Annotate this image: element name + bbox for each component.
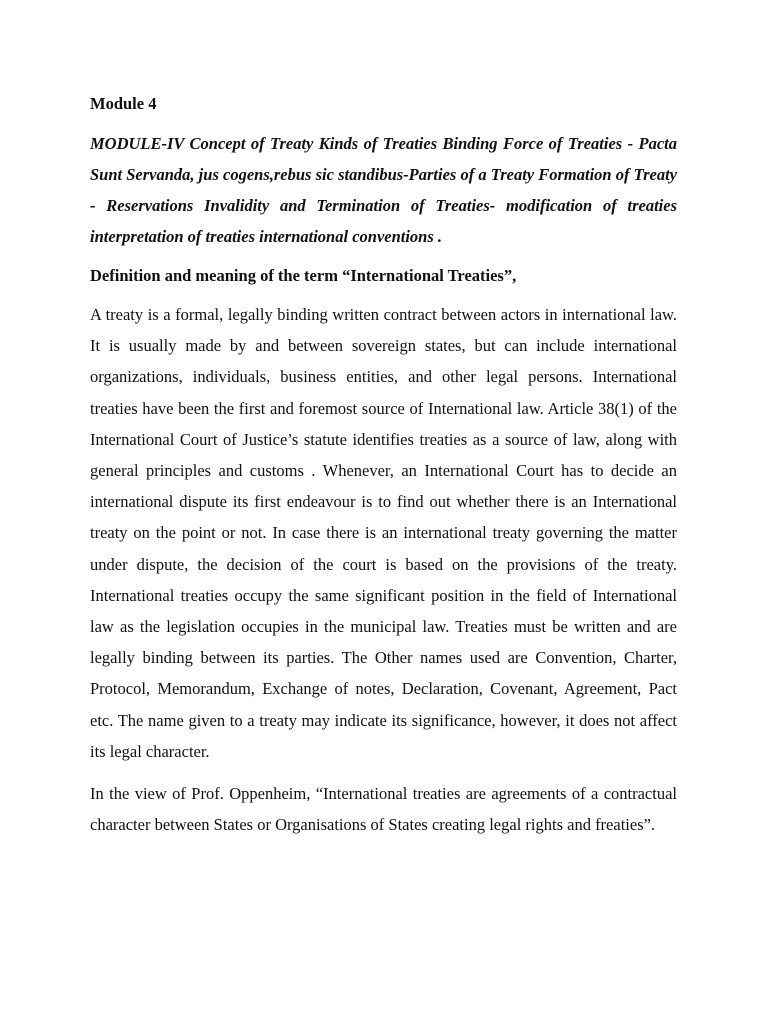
module-summary: MODULE-IV Concept of Treaty Kinds of Treaties Binding Force of Treaties - Pacta Sunt Servanda, jus cogens,rebus sic standibus-Parties of a Treaty Formation of Treaty - Reservations Invalidity and Termination of Treaties- modification of treaties interpretation of treaties international conventions . (90, 134, 677, 246)
section-heading: Definition and meaning of the term “International Treaties”, (90, 266, 517, 285)
document-content (90, 92, 677, 851)
module-heading: Module 4 (90, 94, 157, 113)
oppenheim-definition-paragraph: In the view of Prof. Oppenheim, “International treaties are agreements of a contractual character between States or Organisations of States creating legal rights and freaties”. (90, 784, 677, 835)
treaty-definition-paragraph: A treaty is a formal, legally binding written contract between actors in international law. It is usually made by and between sovereign states, but can include international organizations, individuals, business entities, and other legal persons. International treaties have been the first and foremost source of International law. Article 38(1) of the International Court of Justice’s statute identifies treaties as a source of law, along with general principles and customs . Whenever, an International Court has to decide an international dispute its first endeavour is to find out whether there is an International treaty on the point or not. In case there is an international treaty governing the matter under dispute, the decision of the court is based on the provisions of the treaty. International treaties occupy the same significant position in the field of International law as the legislation occupies in the municipal law. Treaties must be written and are legally binding between its parties. The Other names used are Convention, Charter, Protocol, Memorandum, Exchange of notes, Declaration, Covenant, Agreement, Pact etc. The name given to a treaty may indicate its significance, however, it does not affect its legal character. (90, 305, 677, 761)
